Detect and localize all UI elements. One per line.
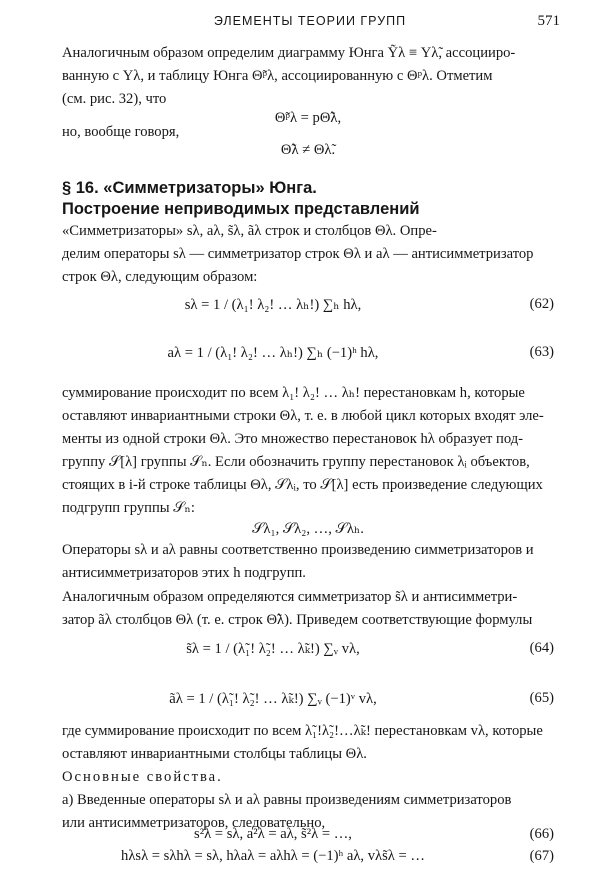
running-head bbox=[60, 14, 560, 36]
text-line: а) Введенные операторы sλ и aλ равны произведениям симметризаторов bbox=[62, 792, 512, 808]
paragraph-summation bbox=[62, 382, 552, 520]
text-line: группу 𝒮[λ] группы 𝒮ₙ. Если обозначить группу перестановок λᵢ объектов, bbox=[62, 454, 530, 470]
equation-number: (62) bbox=[529, 296, 554, 312]
equation-rhs: 1 / (λ̃₁! λ̃₂! … λ̃ₖ!) ∑ᵥ (−1)ᵛ vλ, bbox=[198, 691, 377, 707]
equation-65 bbox=[62, 680, 554, 720]
equation-rhs: 1 / (λ̃₁! λ̃₂! … λ̃ₖ!) ∑ᵥ vλ, bbox=[214, 641, 360, 657]
text-line: суммирование происходит по всем λ₁! λ₂! … λₕ! перестановкам h, которые bbox=[62, 385, 525, 401]
equation-64 bbox=[62, 630, 554, 670]
properties-heading: Основные свойства. bbox=[62, 769, 223, 785]
equation-formula: s̃λ = 1 / (λ̃₁! λ̃₂! … λ̃ₖ!) ∑ᵥ vλ, bbox=[186, 641, 360, 657]
page-number: 571 bbox=[537, 13, 560, 29]
text-line: (см. рис. 32), что bbox=[62, 91, 167, 107]
text-line: подгрупп группы 𝒮ₙ: bbox=[62, 500, 195, 516]
text-line: оставляют инвариантными строки Θλ, т. е. в любой цикл которых входят эле- bbox=[62, 408, 544, 424]
equation-formula: aλ = 1 / (λ₁! λ₂! … λₕ!) ∑ₕ (−1)ʰ hλ, bbox=[167, 345, 379, 361]
text-line: затор ãλ столбцов Θλ (т. е. строк Θ̃λ). Приведем соответствующие формулы bbox=[62, 612, 533, 628]
formula-theta-neq: Θ̃λ ≠ Θλ̃. bbox=[280, 142, 336, 158]
properties-section bbox=[62, 766, 552, 835]
equation-rhs: 1 / (λ₁! λ₂! … λₕ!) ∑ₕ (−1)ʰ hλ, bbox=[196, 345, 379, 361]
equation-67 bbox=[62, 848, 554, 872]
section-title-line2: Построение неприводимых представлений bbox=[62, 200, 420, 218]
equation-lhs: aλ bbox=[167, 345, 182, 361]
equation-number: (63) bbox=[529, 344, 554, 360]
equation-lhs: ãλ bbox=[169, 691, 183, 707]
text-line: Аналогичным образом определяются симметризатор s̃λ и антисимметри- bbox=[62, 589, 518, 605]
equation-rhs: 1 / (λ₁! λ₂! … λₕ!) ∑ₕ hλ, bbox=[213, 297, 362, 313]
equation-number: (67) bbox=[529, 848, 554, 864]
equation-number: (65) bbox=[529, 690, 554, 706]
intro-paragraph bbox=[62, 42, 552, 111]
text-line: менты из одной строки Θλ. Это множество перестановок hλ образует под- bbox=[62, 431, 524, 447]
equation-62 bbox=[62, 286, 554, 326]
text-line: строк Θλ, следующим образом: bbox=[62, 269, 258, 285]
text-line: «Симметризаторы» sλ, aλ, s̃λ, ãλ строк и столбцов Θλ. Опре- bbox=[62, 223, 437, 239]
equation-formula: sλ = 1 / (λ₁! λ₂! … λₕ!) ∑ₕ hλ, bbox=[184, 297, 362, 313]
paragraph-columns bbox=[62, 720, 552, 766]
equation-formula: hλsλ = sλhλ = sλ, hλaλ = aλhλ = (−1)ʰ aλ, vλs̃λ = … bbox=[121, 848, 425, 864]
subgroups-formula: 𝒮λ₁, 𝒮λ₂, …, 𝒮λₕ. bbox=[252, 521, 364, 537]
equation-66 bbox=[62, 826, 554, 850]
text-line: Аналогичным образом определим диаграмму Юнга Ỹλ ≡ Yλ̃, ассоцииро- bbox=[62, 45, 516, 61]
equation-number: (66) bbox=[529, 826, 554, 842]
equation-lhs: s̃λ bbox=[186, 641, 199, 657]
text-line: стоящих в i-й строке таблицы Θλ, 𝒮λᵢ, то 𝒮[λ] есть произведение следующих bbox=[62, 477, 543, 493]
text-line: делим операторы sλ — симметризатор строк Θλ и aλ — антисимметризатор bbox=[62, 246, 534, 262]
text-line: антисимметризаторов этих h подгрупп. bbox=[62, 565, 306, 581]
text-line: ванную с Yλ, и таблицу Юнга Θ̃ᵖλ, ассоциированную с Θᵖλ. Отметим bbox=[62, 68, 493, 84]
paragraph-symmetrizers bbox=[62, 220, 552, 289]
equation-number: (64) bbox=[529, 640, 554, 656]
paragraph-analogous bbox=[62, 586, 552, 632]
running-title: ЭЛЕМЕНТЫ ТЕОРИИ ГРУПП bbox=[213, 14, 407, 28]
equation-lhs: sλ bbox=[184, 297, 198, 313]
paragraph-operators-text bbox=[62, 516, 552, 585]
section-title-line1: § 16. «Симметризаторы» Юнга. bbox=[62, 179, 317, 197]
formula-theta-p: Θ̃ᵖλ = pΘ̃λ, bbox=[274, 110, 342, 126]
equation-63 bbox=[62, 334, 554, 374]
text-line: оставляют инвариантными столбцы таблицы Θλ. bbox=[62, 746, 367, 762]
equation-formula: ãλ = 1 / (λ̃₁! λ̃₂! … λ̃ₖ!) ∑ᵥ (−1)ᵛ vλ, bbox=[169, 691, 377, 707]
equation-formula: s²λ = sλ, a²λ = aλ, s̃²λ = …, bbox=[194, 826, 352, 842]
text-line: или антисимметризаторов, следовательно, bbox=[62, 815, 326, 831]
but-label: но, вообще говоря, bbox=[62, 124, 180, 140]
text-line: где суммирование происходит по всем λ̃₁!λ̃₂!…λ̃ₖ! перестановкам vλ, которые bbox=[62, 723, 543, 739]
text-line: Операторы sλ и aλ равны соответственно произведению симметризаторов и bbox=[62, 542, 534, 558]
section-heading bbox=[62, 178, 552, 220]
